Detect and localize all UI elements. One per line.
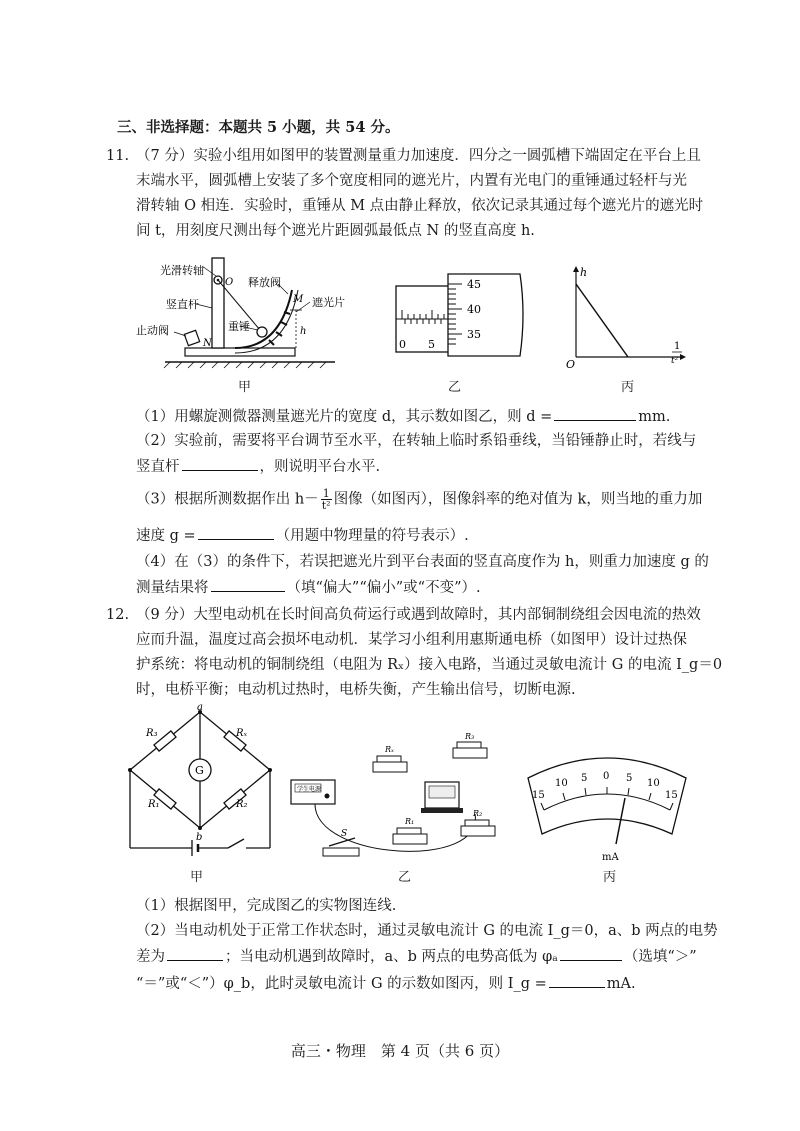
label-h: h	[300, 326, 307, 337]
q11-sub3-num: 1	[322, 487, 330, 500]
meter-tick-5: 10	[647, 778, 660, 789]
graph-origin: O	[566, 358, 576, 371]
q11-sub4-answer-blank[interactable]	[211, 577, 285, 592]
q12-sub2-line3	[136, 973, 636, 994]
q12-caption-yi: 乙	[398, 870, 412, 885]
q11-line-4: 间 t，用刻度尺测出每个遮光片距圆弧最低点 N 的竖直高度 h.	[136, 223, 535, 239]
micrometer-40: 40	[467, 303, 481, 316]
meter-tick-4: 5	[626, 773, 633, 784]
q12-sub2-answer-blank-2[interactable]	[560, 946, 622, 961]
micrometer-0: 0	[399, 338, 406, 351]
q12-sub2-line2	[136, 946, 697, 967]
q11-figure-graph	[560, 262, 690, 372]
q12-sub2-answer-blank-3[interactable]	[549, 973, 605, 988]
micrometer-45: 45	[467, 278, 481, 291]
q11-line-2: 末端水平，圆弧槽上安装了多个宽度相同的遮光片，内置有光电门的重锤通过轻杆与光	[136, 173, 687, 189]
q11-figure-micrometer	[392, 264, 532, 364]
q11-number: 11.	[106, 148, 130, 164]
q12-caption-jia: 甲	[190, 870, 204, 885]
micrometer-35: 35	[467, 328, 481, 341]
apparatus-R2: R₂	[473, 809, 483, 818]
label-release-valve: 释放阀	[248, 276, 281, 289]
label-M: M	[293, 294, 304, 305]
meter-tick-3: 0	[603, 771, 610, 782]
power-label: 学生电源	[297, 786, 322, 793]
apparatus-S: S	[341, 829, 348, 839]
q11-sub3-fraction	[321, 488, 332, 511]
q11-caption-bing: 丙	[621, 380, 635, 395]
q11-sub3-text: （3）根据所测数据作出 h－	[136, 491, 319, 508]
q12-number: 12.	[106, 607, 130, 623]
q12-caption-bing: 丙	[603, 870, 617, 885]
q11-sub3-line1	[136, 488, 702, 511]
q12-line-4: 时，电桥平衡；电动机过热时，电桥失衡，产生输出信号，切断电源.	[136, 682, 576, 698]
section-title: 三、非选择题：本题共 5 小题，共 54 分。	[117, 119, 400, 136]
q12-sub1: （1）根据图甲，完成图乙的实物图连线.	[136, 898, 397, 914]
q12-sub2-text-e: “＝”或“＜”）φ_b，此时灵敏电流计 G 的示数如图丙，则 I_g =	[136, 976, 547, 992]
apparatus-Rx: Rₓ	[385, 745, 394, 754]
meter-tick-1: 10	[555, 778, 568, 789]
meter-unit: mA	[602, 852, 619, 863]
label-hammer: 重锤	[228, 320, 250, 333]
q12-line-1: （9 分）大型电动机在长时间高负荷运行或遇到故障时，其内部铜制绕组会因电流的热效	[136, 607, 701, 623]
q12-sub2-choice: （选填“＞”	[623, 949, 697, 965]
q12-figure-apparatus	[285, 730, 510, 870]
apparatus-R3: R₃	[465, 732, 475, 741]
q11-sub2-line2	[136, 456, 380, 477]
circuit-b: b	[196, 832, 203, 843]
q12-sub2-unit: mA.	[606, 976, 636, 992]
q11-sub3-den: t²	[321, 499, 331, 512]
q12-line-3: 护系统：将电动机的铜制绕组（电阻为 Rₓ）接入电路，当通过灵敏电流计 G 的电流 I_g＝0	[136, 657, 723, 673]
circuit-R1: R₁	[148, 799, 160, 810]
q12-sub2-answer-blank-1[interactable]	[167, 946, 223, 961]
q11-caption-jia: 甲	[238, 380, 252, 395]
q12-line-2: 应而升温，温度过高会损坏电动机．某学习小组利用惠斯通电桥（如图甲）设计过热保	[136, 632, 687, 648]
q11-sub4-tail: （填“偏大”“偏小”或“不变”）.	[286, 580, 481, 596]
q11-sub1-text: （1）用螺旋测微器测量遮光片的宽度 d，其示数如图乙，则 d =	[136, 409, 553, 425]
q11-sub3-answer-blank[interactable]	[198, 525, 274, 540]
label-N: N	[203, 338, 212, 349]
q11-sub1	[136, 406, 670, 427]
q11-caption-yi: 乙	[448, 380, 462, 395]
micrometer-5: 5	[428, 338, 435, 351]
circuit-G: G	[195, 764, 204, 777]
q11-sub3-tail: （用题中物理量的符号表示）.	[275, 528, 469, 544]
q11-sub1-unit: mm.	[638, 409, 671, 425]
q11-sub2-tail: ，则说明平台水平.	[259, 459, 381, 475]
apparatus-R1: R₁	[405, 817, 415, 826]
q11-sub4-line2	[136, 577, 481, 598]
q11-sub4-text: 测量结果将	[136, 580, 209, 596]
q11-sub3-line2	[136, 525, 469, 546]
q11-line-1: （7 分）实验小组用如图甲的装置测量重力加速度．四分之一圆弧槽下端固定在平台上且	[136, 148, 701, 164]
label-O: O	[225, 277, 234, 288]
q11-sub3-g: 速度 g =	[136, 528, 196, 544]
label-shutter: 遮光片	[312, 296, 345, 309]
q11-figure-jia	[130, 252, 360, 377]
q12-sub2-text: 差为	[136, 949, 165, 965]
q11-sub2-text: 竖直杆	[136, 459, 180, 475]
q11-sub2-line1: （2）实验前，需要将平台调节至水平，在转轴上临时系铅垂线，当铅锤静止时，若线与	[136, 433, 697, 449]
graph-x-num: 1	[674, 341, 681, 352]
q11-sub3-text-b: 图像（如图丙），图像斜率的绝对值为 k，则当地的重力加	[333, 491, 703, 508]
label-stop-valve: 止动阀	[136, 324, 169, 337]
q12-sub2-mid: ；当电动机遇到故障时，a、b 两点的电势高低为 φₐ	[225, 949, 558, 965]
q12-sub2-line1: （2）当电动机处于正常工作状态时，通过灵敏电流计 G 的电流 I_g＝0，a、b 两点的电势	[136, 923, 718, 939]
q11-sub2-answer-blank[interactable]	[182, 456, 258, 471]
q11-line-3: 滑转轴 O 相连．实验时，重锤从 M 点由静止释放，依次记录其通过每个遮光片的遮光时	[136, 198, 704, 214]
graph-x-den: t²	[671, 356, 679, 366]
meter-tick-6: 15	[665, 790, 678, 801]
circuit-a: a	[197, 702, 203, 713]
page-footer: 高三・物理 第 4 页（共 6 页）	[290, 1042, 510, 1060]
q12-figure-meter	[522, 748, 692, 868]
meter-tick-2: 5	[581, 773, 588, 784]
q12-figure-bridge	[120, 702, 280, 862]
label-rod: 竖直杆	[166, 298, 199, 311]
q11-sub4-line1: （4）在（3）的条件下，若误把遮光片到平台表面的竖直高度作为 h，则重力加速度 g 的	[136, 554, 709, 570]
graph-h-label: h	[580, 266, 588, 279]
circuit-R2: R₂	[236, 799, 248, 810]
circuit-Rx: Rₓ	[236, 728, 248, 739]
label-axis: 光滑转轴	[160, 264, 204, 277]
circuit-R3: R₃	[146, 728, 158, 739]
meter-tick-0: 15	[532, 790, 545, 801]
q11-sub1-answer-blank[interactable]	[554, 406, 636, 421]
